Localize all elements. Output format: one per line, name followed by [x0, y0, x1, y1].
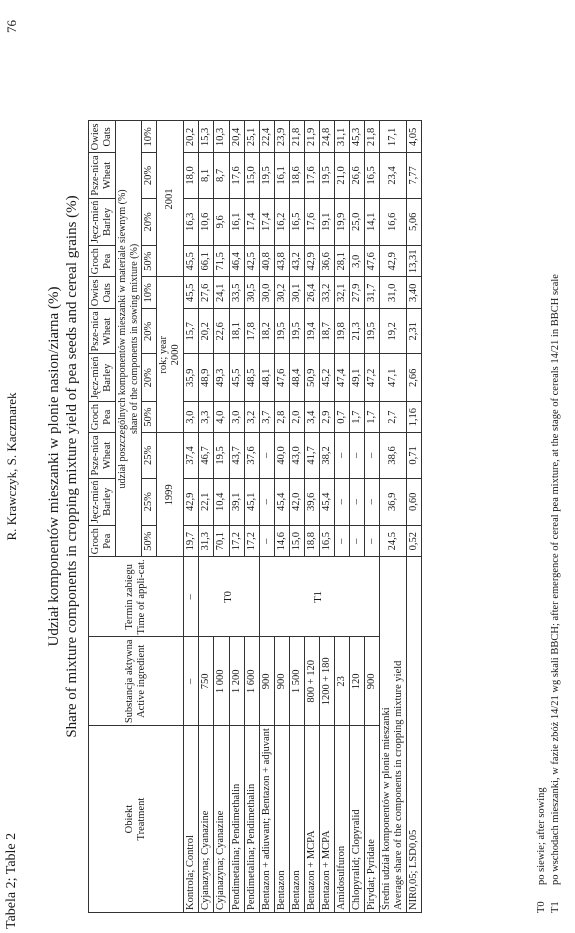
table-row [274, 121, 289, 913]
ingredient-cell: 1 500 [289, 637, 304, 726]
page-number: 76 [4, 20, 19, 33]
table-row [319, 121, 334, 913]
sowing-percent-cell: 25% [142, 433, 157, 478]
value-cell: 18,7 [319, 309, 334, 354]
sowing-percent-cell: 20% [142, 198, 157, 246]
value-cell: 31,7 [365, 277, 380, 309]
value-cell: 1,7 [350, 402, 365, 433]
crop-header: Psze-nica Wheat [89, 433, 116, 478]
sowing-percent-cell: 20% [142, 354, 157, 402]
ingredient-cell: 1 000 [214, 637, 229, 726]
time-header-pl: Termin zabiegu [124, 564, 136, 630]
value-cell: 42,5 [244, 246, 259, 277]
table-row [334, 121, 349, 913]
ingredient-cell: 1 600 [244, 637, 259, 726]
year-1999: 1999 [157, 433, 184, 557]
value-cell: 38,6 [380, 433, 407, 478]
value-cell: 25,1 [244, 121, 259, 153]
value-cell: 19,2 [380, 309, 407, 354]
value-cell: 17,2 [244, 526, 259, 557]
value-cell: 14,6 [274, 526, 289, 557]
crop-header: Groch Pea [89, 246, 116, 277]
ingredient-header-en: Active ingredient [136, 644, 148, 718]
value-cell: 10,4 [214, 478, 229, 526]
value-cell: 30,0 [259, 277, 274, 309]
sowing-share-en: share of the components in sowing mixture (%) [128, 243, 140, 435]
value-cell: 47,4 [334, 354, 349, 402]
sowing-percent-cell: 50% [142, 526, 157, 557]
value-cell: 31,3 [199, 526, 214, 557]
value-cell: 28,1 [334, 246, 349, 277]
value-cell: 23,9 [274, 121, 289, 153]
value-cell: 3,0 [184, 402, 199, 433]
value-cell: 43,2 [289, 246, 304, 277]
sowing-percent-cell: 25% [142, 478, 157, 526]
value-cell: 3,4 [304, 402, 319, 433]
table-body [184, 121, 422, 913]
value-cell: 10,6 [199, 198, 214, 246]
value-cell: 2,9 [319, 402, 334, 433]
value-cell: 16,3 [184, 198, 199, 246]
value-cell: 42,9 [380, 246, 407, 277]
treatment-cell: Amidosulfuron [334, 726, 349, 913]
mean-label-en: Average share of the components in cropping mixture yield [393, 660, 405, 910]
crop-header: Jęcz-mień Barley [89, 478, 116, 526]
value-cell: 10,3 [214, 121, 229, 153]
treatment-cell: Chlopyralid; Clopyralid [350, 726, 365, 913]
value-cell: 3,40 [407, 277, 422, 309]
value-cell: – [334, 478, 349, 526]
value-cell: 9,6 [214, 198, 229, 246]
time-cell: T1 [259, 557, 380, 637]
ingredient-cell: – [184, 637, 199, 726]
value-cell: 22,6 [214, 309, 229, 354]
value-cell: – [259, 526, 274, 557]
value-cell: 16,6 [380, 198, 407, 246]
value-cell: 48,4 [289, 354, 304, 402]
mean-row [380, 121, 407, 913]
value-cell: 42,9 [304, 246, 319, 277]
value-cell: – [365, 526, 380, 557]
value-cell: 42,0 [289, 478, 304, 526]
value-cell: – [365, 433, 380, 478]
value-cell: 19,1 [319, 198, 334, 246]
ingredient-cell: 900 [259, 637, 274, 726]
value-cell: 36,6 [319, 246, 334, 277]
value-cell: 19,9 [334, 198, 349, 246]
value-cell: 8,7 [214, 153, 229, 198]
value-cell: 19,5 [214, 433, 229, 478]
value-cell: 45,4 [274, 478, 289, 526]
value-cell: 30,2 [274, 277, 289, 309]
ingredient-cell: 900 [365, 637, 380, 726]
value-cell: 16,5 [289, 198, 304, 246]
value-cell: 13,31 [407, 246, 422, 277]
value-cell: 21,9 [304, 121, 319, 153]
value-cell: 17,4 [259, 198, 274, 246]
value-cell: 49,3 [214, 354, 229, 402]
ingredient-cell: 900 [274, 637, 289, 726]
value-cell: 25,0 [350, 198, 365, 246]
value-cell: 15,0 [289, 526, 304, 557]
footnote-t1: T1po wschodach mieszanki, w fazie zbóż 14/21 wg skali BBCH; after emergence of cereal pea mixture, at the stage of cereals 14/21 in BBCH scale [550, 274, 561, 913]
value-cell: 47,6 [274, 354, 289, 402]
treatment-cell: Bentazon [289, 726, 304, 913]
time-cell: T0 [199, 557, 259, 637]
value-cell: 0,52 [407, 526, 422, 557]
value-cell: 37,6 [244, 433, 259, 478]
treatment-header-en: Treatment [136, 797, 148, 841]
footnotes [535, 274, 563, 913]
value-cell: 30,1 [289, 277, 304, 309]
value-cell: 16,5 [365, 153, 380, 198]
treatment-cell: Cyjanazyna; Cyanazine [199, 726, 214, 913]
table-title-english: Share of mixture components in cropping mixture yield of pea seeds and cereal grains (%) [64, 195, 80, 738]
value-cell: 47,6 [365, 246, 380, 277]
sowing-percent-cell: 10% [142, 121, 157, 153]
value-cell: 40,8 [259, 246, 274, 277]
table-row [304, 121, 319, 913]
value-cell: 19,8 [334, 309, 349, 354]
value-cell: 20,2 [199, 309, 214, 354]
value-cell: 48,9 [199, 354, 214, 402]
sowing-percent-cell: 20% [142, 153, 157, 198]
value-cell: 4,0 [214, 402, 229, 433]
value-cell: 5,06 [407, 198, 422, 246]
value-cell: 26,6 [350, 153, 365, 198]
value-cell: – [365, 478, 380, 526]
value-cell: 1,7 [365, 402, 380, 433]
value-cell: – [350, 433, 365, 478]
sowing-percent-cell: 50% [142, 246, 157, 277]
value-cell: 24,8 [319, 121, 334, 153]
value-cell: 16,5 [319, 526, 334, 557]
value-cell: – [259, 478, 274, 526]
value-cell: 45,5 [184, 277, 199, 309]
value-cell: 16,2 [274, 198, 289, 246]
value-cell: 2,66 [407, 354, 422, 402]
value-cell: 43,7 [229, 433, 244, 478]
ingredient-cell: 750 [199, 637, 214, 726]
value-cell: 46,7 [199, 433, 214, 478]
ingredient-cell: 23 [334, 637, 349, 726]
value-cell: 22,4 [259, 121, 274, 153]
treatment-cell: Bentazon [274, 726, 289, 913]
value-cell: 18,1 [229, 309, 244, 354]
value-cell: 17,6 [304, 153, 319, 198]
time-header [89, 557, 184, 637]
value-cell: 66,1 [199, 246, 214, 277]
value-cell: 3,0 [229, 402, 244, 433]
crop-header: Jęcz-mień Barley [89, 354, 116, 402]
value-cell: 19,5 [319, 153, 334, 198]
value-cell: 21,3 [350, 309, 365, 354]
footnote-t0: T0po siewie; after sowing [536, 787, 547, 913]
value-cell: 18,8 [304, 526, 319, 557]
running-header-authors: R. Krawczyk, S. Kaczmarek [4, 392, 19, 541]
value-cell: 24,1 [214, 277, 229, 309]
table-row [289, 121, 304, 913]
value-cell: 24,5 [380, 526, 407, 557]
value-cell: 38,2 [319, 433, 334, 478]
treatment-cell: Pendimetalina; Pendimethalin [229, 726, 244, 913]
ingredient-cell: 800 + 120 [304, 637, 319, 726]
value-cell: – [334, 526, 349, 557]
value-cell: 17,4 [244, 198, 259, 246]
value-cell: 45,4 [319, 478, 334, 526]
table-row [259, 121, 274, 913]
sowing-percent-cell: 10% [142, 277, 157, 309]
value-cell: 19,5 [289, 309, 304, 354]
mean-label-cell [380, 557, 407, 913]
value-cell: 17,2 [229, 526, 244, 557]
sowing-percent-cell: 50% [142, 402, 157, 433]
table-row [244, 121, 259, 913]
value-cell: 36,9 [380, 478, 407, 526]
value-cell: 17,1 [380, 121, 407, 153]
table-head [89, 121, 184, 913]
value-cell: 15,7 [184, 309, 199, 354]
table-row [214, 121, 229, 913]
value-cell: 43,0 [289, 433, 304, 478]
value-cell: 45,5 [184, 246, 199, 277]
mean-label-pl: Średni udział komponentów w plonie mieszanki [381, 707, 393, 910]
value-cell: 19,5 [259, 153, 274, 198]
value-cell: 2,8 [274, 402, 289, 433]
table-row [365, 121, 380, 913]
value-cell: 3,3 [199, 402, 214, 433]
value-cell: 20,4 [229, 121, 244, 153]
value-cell: 14,1 [365, 198, 380, 246]
value-cell: 26,4 [304, 277, 319, 309]
value-cell: 20,2 [184, 121, 199, 153]
ingredient-cell: 120 [350, 637, 365, 726]
value-cell: 15,0 [244, 153, 259, 198]
value-cell: – [350, 478, 365, 526]
value-cell: 18,6 [289, 153, 304, 198]
value-cell: 70,1 [214, 526, 229, 557]
value-cell: 8,1 [199, 153, 214, 198]
value-cell: 47,1 [380, 354, 407, 402]
value-cell: – [350, 526, 365, 557]
value-cell: 3,7 [259, 402, 274, 433]
value-cell: 16,1 [274, 153, 289, 198]
value-cell: 2,7 [380, 402, 407, 433]
table-row [184, 121, 199, 913]
value-cell: 27,9 [350, 277, 365, 309]
year-2000: rok; year 2000 [157, 277, 184, 433]
value-cell: 17,8 [244, 309, 259, 354]
crop-header: Owies Oats [89, 121, 116, 153]
table-row [229, 121, 244, 913]
year-caption: rok; year [158, 336, 170, 374]
value-cell: 45,5 [229, 354, 244, 402]
treatment-header-pl: Obiekt [124, 804, 136, 834]
ingredient-header [89, 637, 184, 726]
value-cell: 50,9 [304, 354, 319, 402]
crop-header: Psze-nica Wheat [89, 153, 116, 198]
table-row [350, 121, 365, 913]
value-cell: 31,0 [380, 277, 407, 309]
table-row [199, 121, 214, 913]
value-cell: – [259, 433, 274, 478]
value-cell: 40,0 [274, 433, 289, 478]
value-cell: 43,8 [274, 246, 289, 277]
ingredient-cell: 1 200 [229, 637, 244, 726]
value-cell: 27,6 [199, 277, 214, 309]
value-cell: 39,6 [304, 478, 319, 526]
treatment-cell: Kontrola; Control [184, 726, 199, 913]
value-cell: 21,8 [365, 121, 380, 153]
table-label: Tabela 2; Table 2 [4, 832, 19, 929]
value-cell: 45,2 [319, 354, 334, 402]
value-cell: 0,71 [407, 433, 422, 478]
value-cell: 48,5 [244, 354, 259, 402]
sowing-percent-cell: 20% [142, 309, 157, 354]
value-cell: 7,77 [407, 153, 422, 198]
crop-header: Owies Oats [89, 277, 116, 309]
time-header-en: Time of appli-cat. [136, 559, 148, 635]
data-table [88, 121, 422, 914]
ingredient-header-pl: Substancja aktywna [124, 639, 136, 724]
lsd-row [407, 121, 422, 913]
lsd-label-cell: NIR0,05; LSD0,05 [407, 557, 422, 913]
value-cell: 37,4 [184, 433, 199, 478]
value-cell: 21,0 [334, 153, 349, 198]
value-cell: 3,0 [350, 246, 365, 277]
treatment-cell: Bentazon + MCPA [304, 726, 319, 913]
value-cell: 19,5 [365, 309, 380, 354]
value-cell: 19,5 [274, 309, 289, 354]
value-cell: 0,7 [334, 402, 349, 433]
crop-header: Groch Pea [89, 402, 116, 433]
value-cell: 31,1 [334, 121, 349, 153]
value-cell: 39,1 [229, 478, 244, 526]
crop-header: Psze-nica Wheat [89, 309, 116, 354]
value-cell: – [334, 433, 349, 478]
value-cell: 48,1 [259, 354, 274, 402]
value-cell: 17,6 [229, 153, 244, 198]
value-cell: 47,2 [365, 354, 380, 402]
sowing-share-header [116, 121, 142, 557]
value-cell: 21,8 [289, 121, 304, 153]
value-cell: 18,0 [184, 153, 199, 198]
treatment-cell: Bentazon + adiuwant; Bentazon + adjuvant [259, 726, 274, 913]
table-title-polish: Udział komponentów mieszanki w plonie nasion/ziarna (%) [46, 286, 62, 647]
crop-header: Groch Pea [89, 526, 116, 557]
value-cell: 35,9 [184, 354, 199, 402]
value-cell: 19,7 [184, 526, 199, 557]
ingredient-cell: 1200 + 180 [319, 637, 334, 726]
value-cell: 49,1 [350, 354, 365, 402]
value-cell: 17,6 [304, 198, 319, 246]
value-cell: 4,05 [407, 121, 422, 153]
treatment-header [89, 726, 184, 913]
value-cell: 22,1 [199, 478, 214, 526]
treatment-cell: Cyjanazyna; Cyanazine [214, 726, 229, 913]
value-cell: 33,2 [319, 277, 334, 309]
value-cell: 41,7 [304, 433, 319, 478]
value-cell: 30,5 [244, 277, 259, 309]
value-cell: 19,4 [304, 309, 319, 354]
value-cell: 42,9 [184, 478, 199, 526]
crop-header: Jęcz-mień Barley [89, 198, 116, 246]
value-cell: 15,3 [199, 121, 214, 153]
value-cell: 45,3 [350, 121, 365, 153]
value-cell: 45,1 [244, 478, 259, 526]
value-cell: 18,2 [259, 309, 274, 354]
time-cell: – [184, 557, 199, 637]
value-cell: 3,2 [244, 402, 259, 433]
treatment-cell: Bentazon + MCPA [319, 726, 334, 913]
treatment-cell: Pirydat; Pyridate [365, 726, 380, 913]
value-cell: 46,4 [229, 246, 244, 277]
treatment-cell: Pendimetalina; Pendimethalin [244, 726, 259, 913]
value-cell: 16,1 [229, 198, 244, 246]
value-cell: 33,5 [229, 277, 244, 309]
value-cell: 71,5 [214, 246, 229, 277]
value-cell: 32,1 [334, 277, 349, 309]
value-cell: 0,60 [407, 478, 422, 526]
value-cell: 2,31 [407, 309, 422, 354]
value-cell: 2,0 [289, 402, 304, 433]
value-cell: 23,4 [380, 153, 407, 198]
value-cell: 1,16 [407, 402, 422, 433]
year-2001: 2001 [157, 121, 184, 277]
sowing-share-pl: udział poszczególnych komponentów mieszanki w materiale siewnym (%) [117, 189, 129, 489]
